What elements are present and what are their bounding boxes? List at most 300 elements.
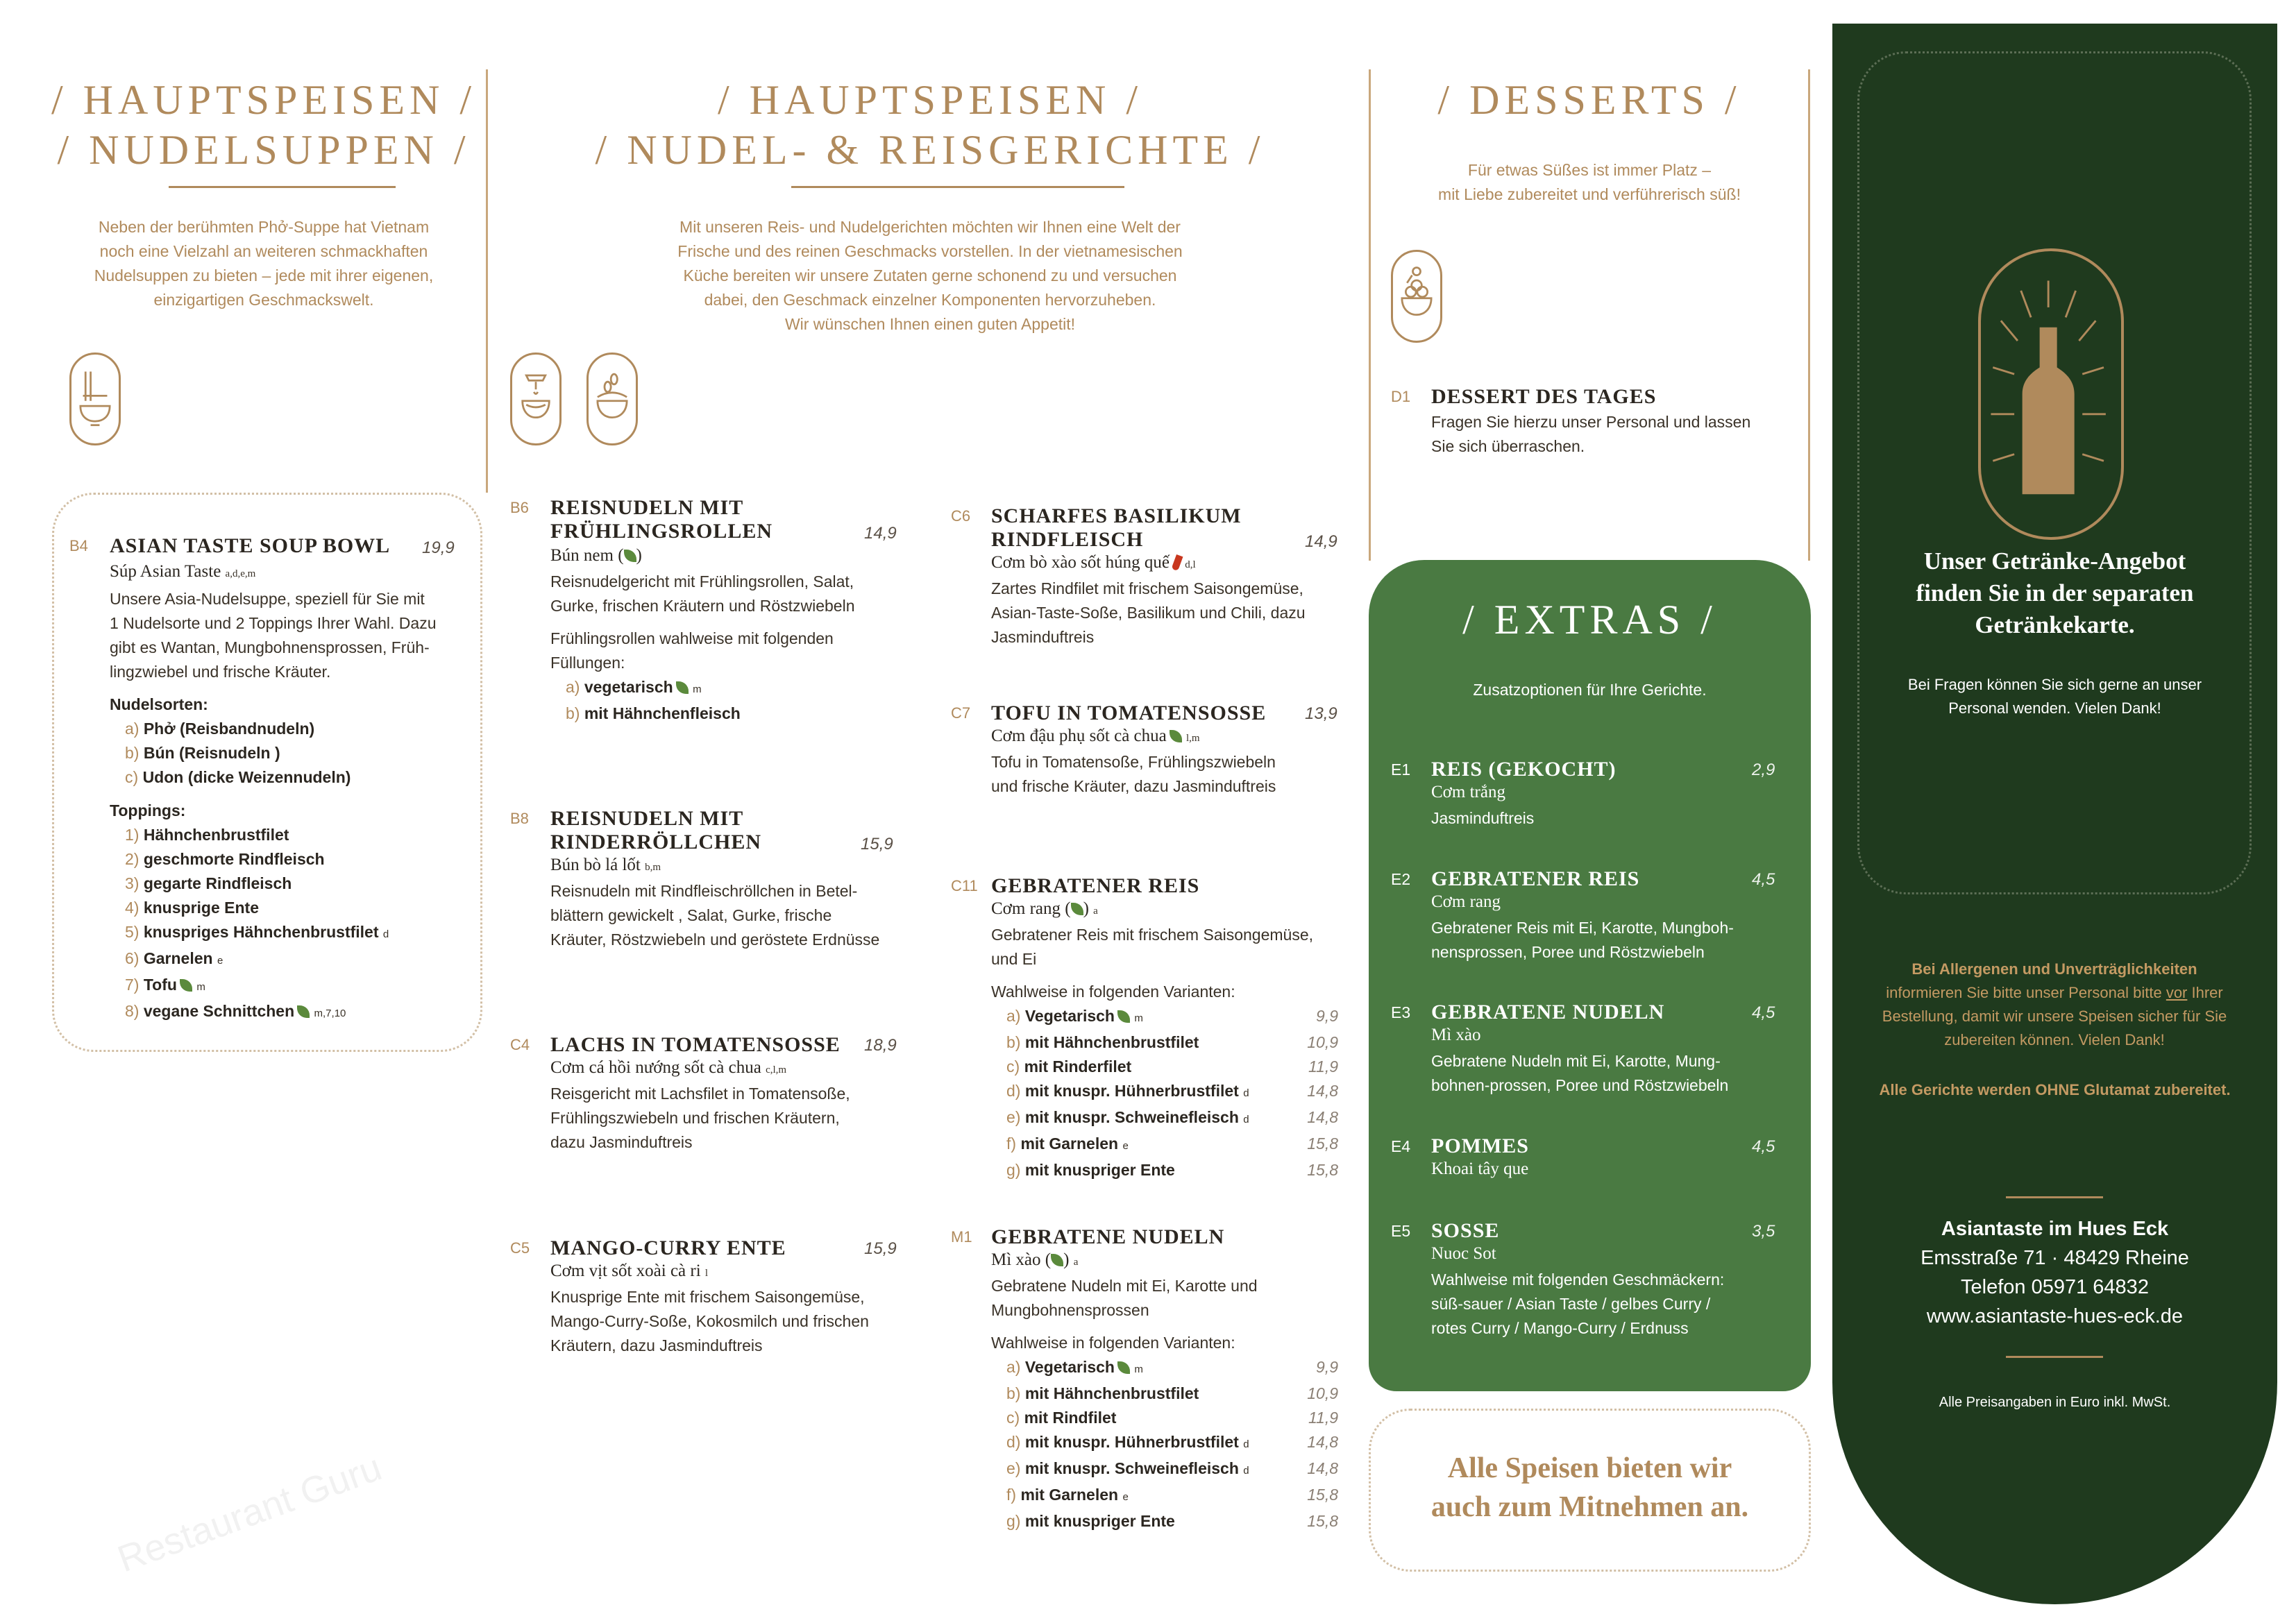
- item-description: [550, 570, 855, 618]
- list-value: Bún (Reisnudeln ): [143, 744, 280, 762]
- list-key: b): [566, 704, 580, 722]
- desc-line: 1 Nudelsorte und 2 Toppings Ihrer Wahl. Dazu: [110, 614, 437, 632]
- list-value: mit knuspriger Ente: [1024, 1161, 1175, 1179]
- menu-item-b8[interactable]: [510, 807, 920, 960]
- desc-line: gibt es Wantan, Mungbohnensprossen, Früh-: [110, 638, 430, 656]
- menu-item-e3[interactable]: [1391, 1001, 1780, 1098]
- list-item: [110, 717, 443, 741]
- allergen-codes: a,d,e,m: [225, 568, 256, 579]
- desc-line: Gebratene Nudeln mit Ei, Karotte, Mung-: [1431, 1052, 1721, 1070]
- item-description: [991, 1274, 1258, 1323]
- allergen-codes: c,l,m: [766, 1064, 787, 1076]
- noodle-sauce-icon: [510, 352, 562, 445]
- desc-line: Tofu in Tomatensoße, Frühlingszwiebeln: [991, 753, 1276, 771]
- item-code: E4: [1391, 1137, 1411, 1155]
- address-block: [1832, 1214, 2277, 1331]
- item-subtitle: Cơm rang ( ) a: [991, 899, 1098, 918]
- takeaway-line: auch zum Mitnehmen an.: [1430, 1491, 1749, 1523]
- vegetarian-leaf-icon: [1170, 730, 1182, 742]
- allergen-codes: e: [217, 955, 223, 967]
- item-price: 13,9: [1305, 704, 1337, 723]
- item-code: D1: [1391, 388, 1411, 405]
- address-divider: [2006, 1196, 2103, 1198]
- list-value: geschmorte Rindfleisch: [143, 850, 325, 868]
- filling-options: [566, 675, 843, 726]
- variant-price: 9,9: [1316, 1358, 1338, 1376]
- headline-line: finden Sie in der separaten: [1916, 579, 2194, 606]
- item-price: 3,5: [1752, 1222, 1775, 1241]
- subtitle-text: Cơm cá hồi nướng sốt cà chua: [550, 1058, 761, 1077]
- list-item: [110, 946, 443, 973]
- desc-line: Kräuter, Röstzwiebeln und geröstete Erdnüsse: [550, 931, 880, 949]
- item-price: 15,9: [861, 835, 893, 853]
- variant-price: 15,8: [1307, 1135, 1338, 1153]
- subtitle-text: Bún bò lá lốt: [550, 856, 641, 874]
- dessert-bowl-icon: [1391, 250, 1442, 343]
- list-key: 4): [125, 899, 140, 917]
- item-title: MANGO-CURRY ENTE: [550, 1237, 786, 1259]
- menu-item-e1[interactable]: [1391, 758, 1780, 834]
- allergen-codes: d: [1243, 1087, 1249, 1099]
- list-item: [566, 702, 843, 726]
- desc-line: Füllungen:: [550, 654, 625, 672]
- item-price: 4,5: [1752, 1137, 1775, 1156]
- item-subtitle: [550, 1261, 708, 1281]
- desc-line: lingzwiebel und frische Kräuter.: [110, 663, 331, 681]
- list-label: Toppings:: [110, 801, 186, 819]
- list-value: mit knuspr. Schweinefleisch: [1024, 1108, 1239, 1126]
- item-subtitle: [991, 726, 1200, 746]
- list-value: vegetarisch: [584, 678, 673, 696]
- list-key: b): [1006, 1033, 1021, 1051]
- title-rule: [791, 186, 1124, 188]
- list-value: Tofu: [143, 976, 177, 994]
- list-item: [110, 999, 443, 1026]
- section-title-desserts: / DESSERTS /: [1437, 77, 1741, 123]
- item-code: C5: [510, 1239, 530, 1257]
- allergen-codes: m: [1134, 1012, 1143, 1024]
- list-key: f): [1006, 1486, 1017, 1504]
- list-value: mit knuspriger Ente: [1024, 1512, 1175, 1530]
- list-item: [566, 675, 843, 702]
- section-title-nudelsuppen: [49, 75, 479, 175]
- item-subtitle: Mì xào ( ) a: [991, 1250, 1079, 1269]
- item-title: GEBRATENER REIS: [1431, 867, 1640, 890]
- list-value: mit knuspr. Hühnerbrustfilet: [1024, 1082, 1239, 1100]
- desc-line: Reisnudelgericht mit Frühlingsrollen, Salat,: [550, 572, 854, 590]
- allergen-codes: e: [1122, 1491, 1129, 1503]
- menu-item-c4[interactable]: [510, 1033, 920, 1158]
- menu-item-e5[interactable]: [1391, 1219, 1780, 1344]
- list-key: c): [1006, 1409, 1020, 1427]
- item-title: RINDERRÖLLCHEN: [550, 831, 762, 853]
- list-value: mit Garnelen: [1020, 1135, 1119, 1153]
- allergen-codes: d: [1243, 1465, 1249, 1477]
- variant-price: 11,9: [1308, 1409, 1338, 1427]
- list-item: [1006, 1382, 1338, 1406]
- variant-price: 14,8: [1307, 1433, 1338, 1451]
- item-description: [991, 577, 1306, 649]
- item-title: RINDFLEISCH: [991, 528, 1144, 551]
- allergen-codes: d: [1243, 1438, 1249, 1450]
- variants-label: Wahlweise in folgenden Varianten:: [991, 1334, 1235, 1352]
- desc-line: Gebratene Nudeln mit Ei, Karotte und: [991, 1277, 1258, 1295]
- item-description: [1431, 1268, 1724, 1341]
- item-subtitle: [110, 562, 255, 581]
- takeaway-line: Alle Speisen bieten wir: [1447, 1452, 1732, 1484]
- list-key: 7): [125, 976, 140, 994]
- item-description: [550, 1285, 869, 1358]
- allergy-line: Bestellung, damit wir unsere Speisen sicher für Sie: [1882, 1008, 2227, 1025]
- desc-line: blättern gewickelt , Salat, Gurke, frische: [550, 906, 832, 924]
- variant-price: 15,8: [1307, 1161, 1338, 1179]
- item-price: 2,9: [1752, 760, 1775, 779]
- list-value: mit knuspr. Hühnerbrustfilet: [1024, 1433, 1239, 1451]
- list-item: [110, 920, 443, 946]
- item-price: 4,5: [1752, 870, 1775, 889]
- extras-panel: [1369, 560, 1811, 1391]
- list-key: f): [1006, 1135, 1017, 1153]
- list-key: a): [566, 678, 580, 696]
- list-key: a): [1006, 1358, 1021, 1376]
- list-item: [1006, 1079, 1338, 1105]
- allergy-line: zubereiten können. Vielen Dank!: [1944, 1031, 2165, 1048]
- desc-line: Sie sich überraschen.: [1431, 437, 1585, 455]
- list-key: e): [1006, 1459, 1021, 1477]
- list-value: Phở (Reisbandnudeln): [143, 720, 315, 738]
- desc-line: Mungbohnensprossen: [991, 1301, 1149, 1319]
- note-line: Personal wenden. Vielen Dank!: [1948, 699, 2161, 717]
- list-value: mit Hähnchenfleisch: [584, 704, 741, 722]
- desc-line: süß-sauer / Asian Taste / gelbes Curry /: [1431, 1295, 1711, 1313]
- list-value: mit knuspr. Schweinefleisch: [1024, 1459, 1239, 1477]
- item-title: POMMES: [1431, 1135, 1529, 1157]
- list-key: e): [1006, 1108, 1021, 1126]
- item-subtitle: Cơm trắng: [1431, 783, 1505, 801]
- item-title: REISNUDELN MIT: [550, 807, 744, 830]
- noodle-options: [110, 692, 443, 790]
- glutamat-note: Alle Gerichte werden OHNE Glutamat zubereitet.: [1879, 1081, 2231, 1098]
- list-item: [1006, 1132, 1338, 1158]
- phone-number: Telefon 05971 64832: [1961, 1276, 2149, 1298]
- item-description: Jasminduftreis: [1431, 809, 1535, 827]
- list-item: [110, 973, 443, 999]
- desc-line: Frühlingszwiebeln und frischen Kräutern,: [550, 1109, 840, 1127]
- column-divider: [1808, 69, 1810, 561]
- rice-bowl-icon: [586, 352, 638, 445]
- intro-line: Küche bereiten wir unsere Zutaten gerne schonend zu und versuchen: [683, 266, 1177, 284]
- vegetarian-leaf-icon: [1051, 1254, 1063, 1266]
- item-subtitle: Nuoc Sot: [1431, 1244, 1496, 1263]
- list-value: Udon (dicke Weizennudeln): [142, 768, 351, 786]
- item-subtitle: [550, 1058, 786, 1078]
- list-key: c): [1006, 1057, 1020, 1076]
- list-item: [1006, 1509, 1338, 1533]
- list-key: a): [1006, 1007, 1021, 1025]
- title-line: / HAUPTSPEISEN /: [717, 77, 1143, 123]
- desc-line: Reisnudeln mit Rindfleischröllchen in Betel-: [550, 882, 858, 900]
- item-title: DESSERT DES TAGES: [1431, 385, 1657, 408]
- allergy-text: vor: [2166, 984, 2188, 1001]
- desc-line: Knusprige Ente mit frischem Saisongemüse,: [550, 1288, 865, 1306]
- desc-line: Reisgericht mit Lachsfilet in Tomatensoße,: [550, 1085, 850, 1103]
- note-line: Bei Fragen können Sie sich gerne an unser: [1907, 676, 2202, 693]
- variant-list: [1006, 1004, 1338, 1182]
- subtitle-text: Cơm bò xào sốt húng quế: [991, 553, 1170, 572]
- item-description: [110, 587, 457, 684]
- list-key: 1): [125, 826, 140, 844]
- vegetarian-leaf-icon: [1117, 1010, 1130, 1023]
- title-rule: [169, 186, 396, 188]
- vegetarian-leaf-icon: [676, 681, 689, 694]
- list-key: 5): [125, 923, 140, 941]
- menu-item-c11[interactable]: [951, 874, 1340, 1180]
- item-code: E5: [1391, 1222, 1411, 1240]
- item-price: 14,9: [1305, 532, 1337, 551]
- variant-price: 14,8: [1307, 1459, 1338, 1477]
- allergy-text: Ihrer: [2187, 984, 2223, 1001]
- item-subtitle: Bún nem ( ): [550, 546, 642, 565]
- item-title: SOSSE: [1431, 1219, 1500, 1242]
- list-item: [1006, 1355, 1338, 1382]
- item-code: E3: [1391, 1003, 1411, 1021]
- menu-item-b4[interactable]: [69, 534, 458, 1020]
- menu-item-e2[interactable]: [1391, 867, 1780, 965]
- list-item: [1006, 1430, 1338, 1456]
- intro-desserts: [1378, 158, 1801, 207]
- variant-price: 14,8: [1307, 1108, 1338, 1126]
- list-item: [1006, 1158, 1338, 1182]
- list-key: d): [1006, 1433, 1021, 1451]
- subtitle-text: Mì xào: [991, 1250, 1041, 1269]
- drinks-panel: [1832, 24, 2277, 1604]
- list-value: mit Hähnchenbrustfilet: [1024, 1033, 1199, 1051]
- intro-line: Nudelsuppen zu bieten – jede mit ihrer eigenen,: [94, 266, 434, 284]
- item-description: [991, 750, 1276, 799]
- desc-line: Mango-Curry-Soße, Kokosmilch und frischen: [550, 1312, 869, 1330]
- desc-line: Fragen Sie hierzu unser Personal und lassen: [1431, 413, 1751, 431]
- desc-line: Unsere Asia-Nudelsuppe, speziell für Sie mit: [110, 590, 425, 608]
- list-item: [1006, 1105, 1338, 1132]
- vegan-leaf-icon: [297, 1005, 310, 1018]
- item-code: C4: [510, 1036, 530, 1053]
- item-code: M1: [951, 1228, 972, 1246]
- drinks-headline: [1832, 545, 2277, 641]
- item-code: B6: [510, 499, 529, 516]
- item-title: ASIAN TASTE SOUP BOWL: [110, 534, 391, 557]
- intro-line: mit Liebe zubereitet und verführerisch süß!: [1438, 185, 1741, 203]
- item-title: TOFU IN TOMATENSOSSE: [991, 702, 1267, 724]
- list-value: Garnelen: [143, 949, 213, 967]
- list-item: [1006, 1004, 1338, 1030]
- section-title-nudel-reis: [569, 75, 1291, 175]
- item-price: 18,9: [864, 1036, 897, 1055]
- list-value: Hähnchenbrustfilet: [143, 826, 289, 844]
- subtitle-text: Cơm rang: [991, 899, 1061, 918]
- variant-price: 9,9: [1316, 1007, 1338, 1025]
- item-title: GEBRATENER REIS: [991, 874, 1200, 897]
- allergen-codes: b,m: [645, 862, 661, 873]
- allergen-codes: m: [1134, 1363, 1143, 1375]
- list-item: [1006, 1055, 1338, 1079]
- allergen-codes: l: [704, 1268, 709, 1279]
- list-key: c): [125, 768, 139, 786]
- item-title: SCHARFES BASILIKUM: [991, 504, 1242, 527]
- list-item: [110, 847, 443, 872]
- allergen-codes: l,m: [1186, 733, 1200, 744]
- variant-price: 11,9: [1308, 1057, 1338, 1076]
- list-value: knusprige Ente: [143, 899, 259, 917]
- item-code: B8: [510, 810, 529, 827]
- intro-line: Wir wünschen Ihnen einen guten Appetit!: [784, 315, 1076, 333]
- item-subtitle: Cơm rang: [1431, 892, 1501, 911]
- list-item: [1006, 1483, 1338, 1509]
- list-key: 6): [125, 949, 140, 967]
- allergy-line: [1846, 981, 2263, 1005]
- intro-line: Frische und des reinen Geschmacks vorstellen. In der vietnamesischen: [677, 242, 1183, 260]
- variant-price: 10,9: [1307, 1033, 1338, 1051]
- item-description: [1431, 916, 1734, 965]
- item-subtitle: Mì xào: [1431, 1026, 1481, 1044]
- menu-item-c7[interactable]: [951, 702, 1340, 806]
- list-value: mit Garnelen: [1020, 1486, 1119, 1504]
- intro-extras: Zusatzoptionen für Ihre Gerichte.: [1473, 681, 1707, 699]
- menu-item-c6[interactable]: [951, 504, 1340, 657]
- item-code: B4: [69, 537, 88, 554]
- variants-label: Wahlweise in folgenden Varianten:: [991, 983, 1235, 1001]
- allergen-codes: m,7,10: [314, 1008, 346, 1019]
- allergen-codes: a: [1073, 1257, 1079, 1268]
- intro-line: einzigartigen Geschmackswelt.: [153, 291, 374, 309]
- list-key: g): [1006, 1161, 1021, 1179]
- menu-item-c5[interactable]: [510, 1237, 920, 1361]
- desc-line: Frühlingsrollen wahlweise mit folgenden: [550, 629, 834, 647]
- item-subtitle: [991, 553, 1196, 572]
- item-price: 19,9: [422, 538, 455, 557]
- desc-line: bohnen-prossen, Poree und Röstzwiebeln: [1431, 1076, 1729, 1094]
- list-item: [110, 823, 443, 847]
- desc-line: Gebratener Reis mit frischem Saisongemüse,: [991, 926, 1314, 944]
- list-value: mit Rindfilet: [1024, 1409, 1117, 1427]
- list-value: mit Rinderfilet: [1024, 1057, 1132, 1076]
- menu-item-d1[interactable]: [1391, 385, 1793, 468]
- item-description: [991, 923, 1313, 971]
- menu-item-b6[interactable]: [510, 496, 899, 732]
- item-code: C11: [951, 877, 978, 894]
- list-value: gegarte Rindfleisch: [143, 874, 292, 892]
- column-divider: [486, 69, 488, 493]
- bottle-icon: [1978, 248, 2124, 540]
- list-item: [110, 741, 443, 765]
- desc-line: nensprossen, Poree und Röstzwiebeln: [1431, 943, 1705, 961]
- headline-line: Getränkekarte.: [1975, 611, 2135, 638]
- intro-nudel-reis: [611, 215, 1249, 337]
- list-value: vegane Schnittchen: [143, 1002, 295, 1020]
- list-key: 2): [125, 850, 140, 868]
- vegetarian-leaf-icon: [624, 550, 636, 562]
- item-description: [1431, 1049, 1728, 1098]
- website-link[interactable]: www.asiantaste-hues-eck.de: [1926, 1305, 2184, 1327]
- list-key: 3): [125, 874, 140, 892]
- item-description: [550, 1082, 850, 1155]
- subtitle-text: Cơm đậu phụ sốt cà chua: [991, 726, 1167, 745]
- item-price: 15,9: [864, 1239, 897, 1258]
- variant-price: 15,8: [1307, 1512, 1338, 1530]
- item-code: C7: [951, 704, 971, 722]
- title-line: / NUDEL- & REISGERICHTE /: [595, 127, 1265, 173]
- takeaway-text: [1369, 1449, 1811, 1527]
- list-item: [1006, 1406, 1338, 1430]
- subtitle-text: Bún nem: [550, 546, 614, 565]
- menu-item-m1[interactable]: [951, 1225, 1340, 1531]
- noodle-bowl-icon: [69, 352, 121, 445]
- intro-line: Neben der berühmten Phở-Suppe hat Vietnam: [98, 218, 430, 236]
- list-key: g): [1006, 1512, 1021, 1530]
- variant-price: 14,8: [1307, 1082, 1338, 1100]
- list-key: 8): [125, 1002, 140, 1020]
- desc-line: und Ei: [991, 950, 1037, 968]
- item-title: GEBRATENE NUDELN: [1431, 1001, 1665, 1023]
- list-item: [110, 872, 443, 896]
- intro-line: Mit unseren Reis- und Nudelgerichten möchten wir Ihnen eine Welt der: [679, 218, 1181, 236]
- list-item: [1006, 1030, 1338, 1055]
- list-value: Vegetarisch: [1024, 1358, 1115, 1376]
- street-address: Emsstraße 71 · 48429 Rheine: [1921, 1247, 2189, 1269]
- price-note: Alle Preisangaben in Euro inkl. MwSt.: [1939, 1395, 2171, 1410]
- item-price: 4,5: [1752, 1003, 1775, 1022]
- variant-list: [1006, 1355, 1338, 1533]
- desc-line: rotes Curry / Mango-Curry / Erdnuss: [1431, 1319, 1689, 1337]
- allergen-codes: d: [382, 928, 389, 940]
- title-line: / HAUPTSPEISEN /: [51, 77, 477, 123]
- list-key: d): [1006, 1082, 1021, 1100]
- item-title: FRÜHLINGSROLLEN: [550, 520, 773, 543]
- list-key: b): [125, 744, 140, 762]
- column-divider: [1369, 69, 1371, 561]
- allergen-codes: m: [693, 683, 702, 695]
- watermark: Restaurant Guru: [112, 1446, 387, 1581]
- item-description: [550, 879, 879, 952]
- list-item: [110, 765, 443, 790]
- vegetarian-leaf-icon: [1117, 1361, 1130, 1374]
- list-item: [110, 896, 443, 920]
- item-title: REIS (GEKOCHT): [1431, 758, 1617, 781]
- item-code: C6: [951, 507, 971, 525]
- subtitle-text: Súp Asian Taste: [110, 562, 221, 581]
- vegetarian-leaf-icon: [1071, 903, 1083, 915]
- list-value: knuspriges Hähnchenbrustfilet: [143, 923, 379, 941]
- drinks-note: [1832, 673, 2277, 720]
- list-item: [1006, 1456, 1338, 1483]
- subtitle-text: Cơm vịt sốt xoài cà ri: [550, 1261, 701, 1280]
- list-label: Nudelsorten:: [110, 695, 208, 713]
- item-code: E1: [1391, 760, 1411, 779]
- item-code: E2: [1391, 870, 1411, 888]
- intro-nudelsuppen: [42, 215, 486, 312]
- item-subtitle: Khoai tây que: [1431, 1159, 1529, 1178]
- filling-label: [550, 627, 834, 675]
- allergen-codes: a: [1093, 906, 1098, 917]
- desc-line: Kräutern, dazu Jasminduftreis: [550, 1336, 763, 1354]
- list-key: a): [125, 720, 140, 738]
- list-value: mit Hähnchenbrustfilet: [1024, 1384, 1199, 1402]
- desc-line: Wahlweise mit folgenden Geschmäckern:: [1431, 1271, 1725, 1289]
- headline-line: Unser Getränke-Angebot: [1923, 547, 2186, 575]
- title-line: / NUDELSUPPEN /: [57, 127, 471, 173]
- variant-price: 10,9: [1307, 1384, 1338, 1402]
- menu-item-e4[interactable]: [1391, 1135, 1780, 1190]
- intro-line: Für etwas Süßes ist immer Platz –: [1467, 161, 1712, 179]
